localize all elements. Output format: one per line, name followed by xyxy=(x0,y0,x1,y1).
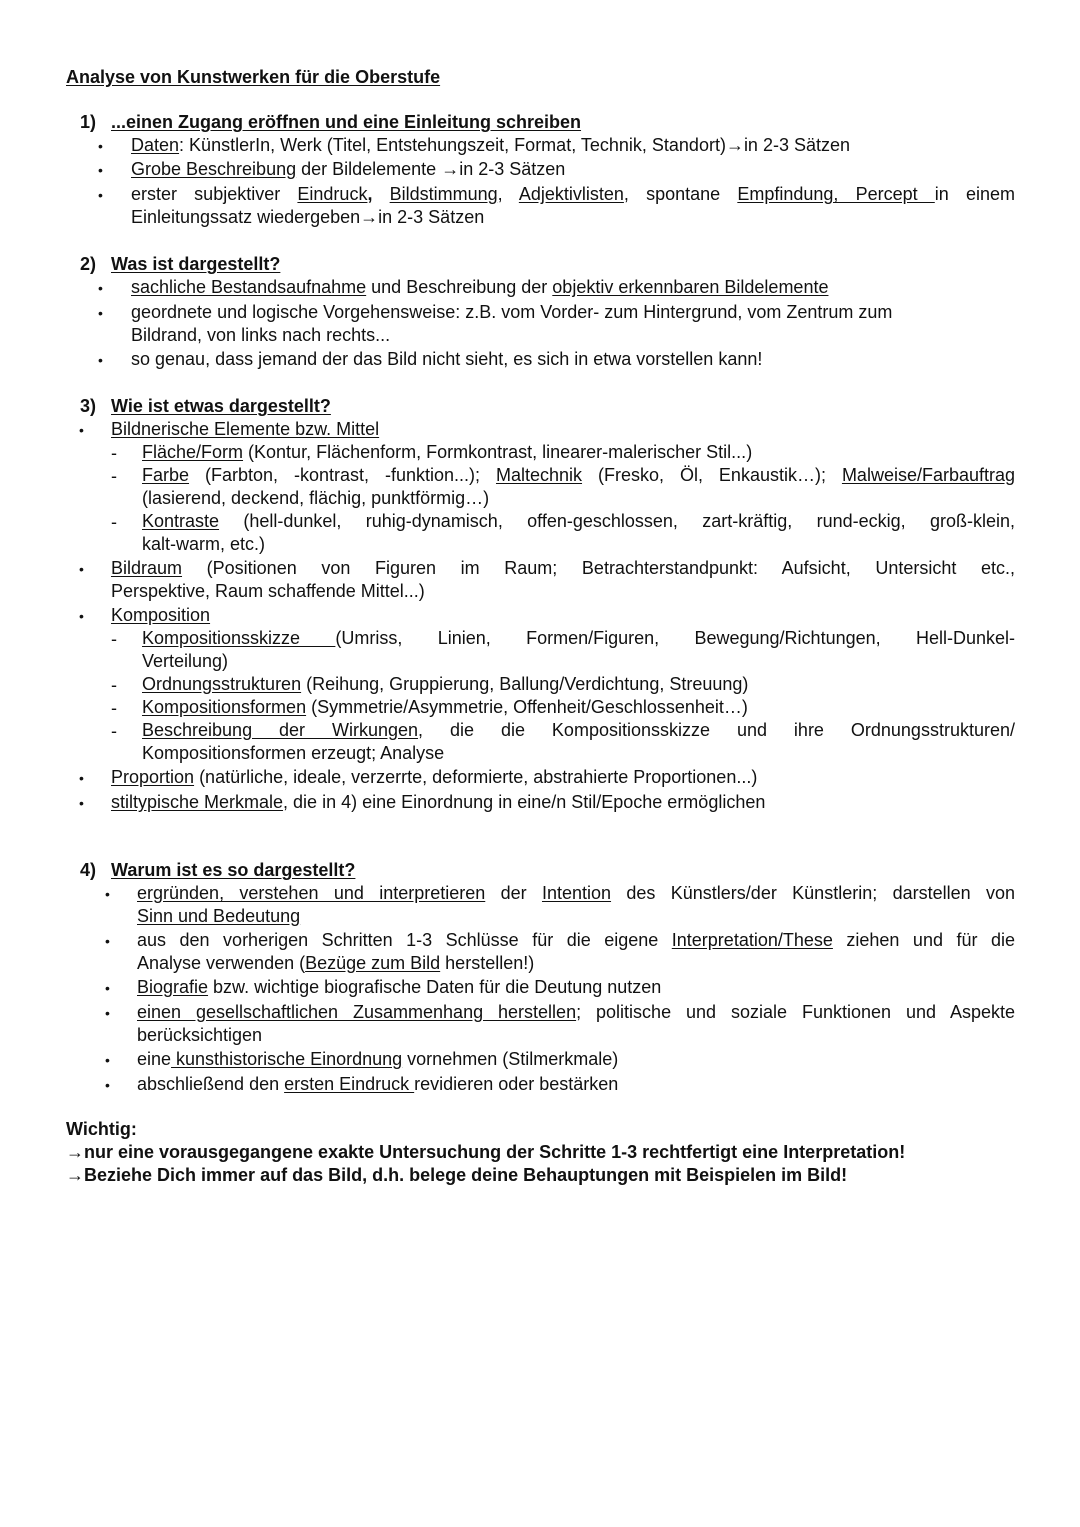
bullet: • xyxy=(98,280,103,296)
list-item: Kontraste (hell-dunkel, ruhig-dynamisch, offen-geschlossen, zart-kräftig, rund-eckig, groß-klein, kalt-warm, etc.) xyxy=(142,511,1015,554)
list-item: eine kunsthistorische Einordnung vornehmen (Stilmerkmale) xyxy=(137,1049,619,1069)
bullet: • xyxy=(98,352,103,368)
list-item: Farbe (Farbton, -kontrast, -funktion...); Maltechnik (Fresko, Öl, Enkaustik…); Malweise/Farbauftrag (lasierend, deckend, flächig, punktförmig…) xyxy=(142,465,1016,508)
page-title: Analyse von Kunstwerken für die Oberstufe xyxy=(66,67,441,87)
bullet: • xyxy=(79,608,84,624)
important-line-1: →nur eine vorausgegangene exakte Untersuchung der Schritte 1-3 rechtfertigt eine Interpretation! xyxy=(66,1142,906,1162)
list-item: aus den vorherigen Schritten 1-3 Schlüsse für die eigene Interpretation/These ziehen und für die Analyse verwenden (Bezüge zum Bild herstellen!) xyxy=(137,930,1015,973)
important-label: Wichtig: xyxy=(66,1119,137,1139)
section-title: ...einen Zugang eröffnen und eine Einleitung schreiben xyxy=(111,112,582,132)
bullet: • xyxy=(79,422,84,438)
dash-marker: - xyxy=(111,675,117,695)
bullet: • xyxy=(98,162,103,178)
list-item: geordnete und logische Vorgehensweise: z.B. vom Vorder- zum Hintergrund, vom Zentrum zum Bildrand, von links nach rechts... xyxy=(131,302,893,345)
list-item: Bildnerische Elemente bzw. Mittel xyxy=(111,419,380,439)
bullet: • xyxy=(105,1077,110,1093)
bullet: • xyxy=(79,795,84,811)
list-item: sachliche Bestandsaufnahme und Beschreibung der objektiv erkennbaren Bildelemente xyxy=(131,277,829,297)
list-item: so genau, dass jemand der das Bild nicht sieht, es sich in etwa vorstellen kann! xyxy=(131,349,763,369)
list-item: stiltypische Merkmale, die in 4) eine Einordnung in eine/n Stil/Epoche ermöglichen xyxy=(111,792,766,812)
list-item: Kompositionsskizze (Umriss, Linien, Formen/Figuren, Bewegung/Richtungen, Hell-Dunkel- Verteilung) xyxy=(142,628,1015,671)
section-title: Was ist dargestellt? xyxy=(111,254,281,274)
section-title: Wie ist etwas dargestellt? xyxy=(111,396,331,416)
section-number: 2) xyxy=(80,254,97,274)
bullet: • xyxy=(105,1005,110,1021)
section-number: 4) xyxy=(80,860,97,880)
dash-marker: - xyxy=(111,512,117,532)
section-title: Warum ist es so dargestellt? xyxy=(111,860,356,880)
list-item: Fläche/Form (Kontur, Flächenform, Formkontrast, linearer-malerischer Stil...) xyxy=(142,442,753,462)
important-note xyxy=(66,1118,1016,1187)
list-item: Grobe Beschreibung der Bildelemente →in 2-3 Sätzen xyxy=(131,159,566,179)
list-item: Bildraum (Positionen von Figuren im Raum; Betrachterstandpunkt: Aufsicht, Untersicht etc., Perspektive, Raum schaffende Mittel...) xyxy=(111,558,1015,601)
dash-marker: - xyxy=(111,721,117,741)
important-line-2: →Beziehe Dich immer auf das Bild, d.h. belege deine Behauptungen mit Beispielen im Bild! xyxy=(66,1165,848,1185)
list-item: Ordnungsstrukturen (Reihung, Gruppierung, Ballung/Verdichtung, Streuung) xyxy=(142,674,749,694)
bullet: • xyxy=(105,1052,110,1068)
list-item: einen gesellschaftlichen Zusammenhang herstellen; politische und soziale Funktionen und Aspekte berücksichtigen xyxy=(137,1002,1016,1045)
bullet: • xyxy=(98,138,103,154)
list-item: Beschreibung der Wirkungen, die die Kompositionsskizze und ihre Ordnungsstrukturen/ Kompositionsformen erzeugt; Analyse xyxy=(142,720,1015,763)
dash-marker: - xyxy=(111,443,117,463)
bullet: • xyxy=(98,187,103,203)
list-item: Proportion (natürliche, ideale, verzerrte, deformierte, abstrahierte Proportionen...) xyxy=(111,767,758,787)
dash-marker: - xyxy=(111,698,117,718)
list-item: erster subjektiver Eindruck, Bildstimmung, Adjektivlisten, spontane Empfindung, Percept in einem Einleitungssatz wiedergeben→in 2-3 Sätzen xyxy=(131,184,1015,227)
bullet: • xyxy=(105,886,110,902)
list-item: Kompositionsformen (Symmetrie/Asymmetrie, Offenheit/Geschlossenheit…) xyxy=(142,697,748,717)
section-number: 3) xyxy=(80,396,97,416)
dash-marker: - xyxy=(111,466,117,486)
bullet: • xyxy=(79,770,84,786)
list-item: ergründen, verstehen und interpretieren der Intention des Künstlers/der Künstlerin; darstellen von Sinn und Bedeutung xyxy=(137,883,1015,926)
section-number: 1) xyxy=(80,112,97,132)
dash-marker: - xyxy=(111,629,117,649)
bullet: • xyxy=(105,933,110,949)
bullet: • xyxy=(105,980,110,996)
bullet: • xyxy=(98,305,103,321)
list-item: abschließend den ersten Eindruck revidieren oder bestärken xyxy=(137,1074,619,1094)
list-item: Biografie bzw. wichtige biografische Daten für die Deutung nutzen xyxy=(137,977,662,997)
list-item: Komposition xyxy=(111,605,211,625)
bullet: • xyxy=(79,561,84,577)
list-item: Daten: KünstlerIn, Werk (Titel, Entstehungszeit, Format, Technik, Standort)→in 2-3 Sätzen xyxy=(131,135,851,155)
